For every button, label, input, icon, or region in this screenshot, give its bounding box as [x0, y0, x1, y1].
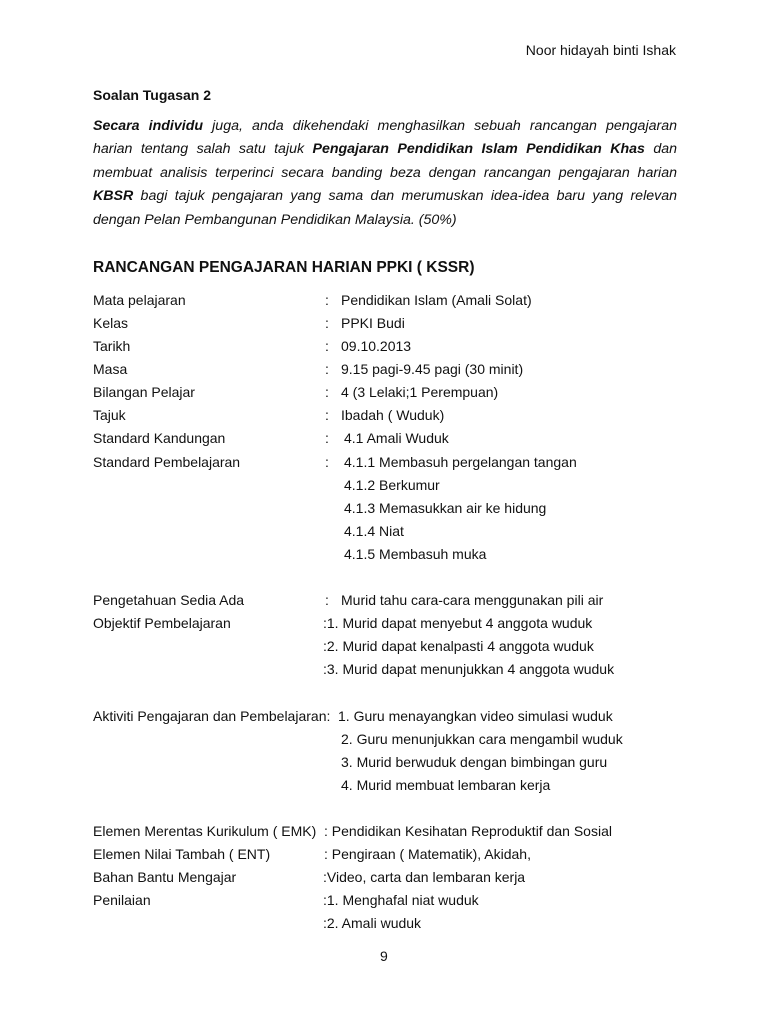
objective-item: :3. Murid dapat menunjukkan 4 anggota wuduk: [323, 661, 615, 677]
row-value: PPKI Budi: [341, 315, 405, 331]
row-colon: :: [325, 384, 329, 400]
row-label: Tarikh: [93, 338, 131, 354]
row-value: :1. Menghafal niat wuduk: [323, 892, 479, 908]
row-colon: :: [325, 430, 329, 446]
row-value: : Pendidikan Kesihatan Reproduktif dan Sosial: [324, 823, 612, 839]
page-number: 9: [380, 948, 388, 964]
bold-text: Pengajaran Pendidikan Islam Pendidikan Khas: [312, 141, 645, 158]
sp-item: 4.1.4 Niat: [344, 523, 404, 539]
assessment-item: :2. Amali wuduk: [323, 915, 422, 931]
question-paragraph: [93, 115, 677, 232]
row-colon: :: [325, 315, 329, 331]
row-value: 9.15 pagi-9.45 pagi (30 minit): [341, 361, 524, 377]
row-value: 4.1 Amali Wuduk: [344, 430, 449, 446]
row-colon: :: [325, 592, 329, 608]
row-label: Penilaian: [93, 892, 151, 908]
row-label: Bahan Bantu Mengajar: [93, 869, 237, 885]
row-label: Aktiviti Pengajaran dan Pembelajaran:: [93, 708, 331, 724]
para-text: juga, anda dikehendaki menghasilkan sebuah rancangan pengajaran harian tentang salah satu tajuk: [93, 118, 677, 158]
row-label: Elemen Merentas Kurikulum ( EMK): [93, 823, 317, 839]
row-value: :1. Murid dapat menyebut 4 anggota wuduk: [323, 615, 593, 631]
row-colon: :: [325, 361, 329, 377]
row-value: :Video, carta dan lembaran kerja: [323, 869, 526, 885]
row-label: Standard Kandungan: [93, 430, 226, 446]
row-label: Masa: [93, 361, 128, 377]
row-label: Bilangan Pelajar: [93, 384, 195, 400]
row-label: Kelas: [93, 315, 129, 331]
objective-item: :2. Murid dapat kenalpasti 4 anggota wuduk: [323, 638, 594, 654]
bold-text: Secara individu: [93, 118, 204, 134]
rph-title: RANCANGAN PENGAJARAN HARIAN PPKI ( KSSR): [93, 259, 475, 276]
bold-text: KBSR: [93, 188, 134, 205]
row-colon: :: [325, 292, 329, 308]
row-label: Elemen Nilai Tambah ( ENT): [93, 846, 271, 862]
row-value: Murid tahu cara-cara menggunakan pili air: [341, 592, 604, 608]
row-label: Tajuk: [93, 407, 126, 423]
activity-item: 2. Guru menunjukkan cara mengambil wuduk: [341, 731, 623, 747]
row-label: Pengetahuan Sedia Ada: [93, 592, 245, 608]
author-name: Noor hidayah binti Ishak: [525, 42, 676, 58]
activity-item: 3. Murid berwuduk dengan bimbingan guru: [341, 754, 608, 770]
row-colon: :: [325, 454, 329, 470]
question-title: Soalan Tugasan 2: [93, 87, 211, 103]
row-value: 09.10.2013: [341, 338, 412, 354]
para-text: bagi tajuk pengajaran yang sama dan merumuskan idea-idea baru yang relevan dengan Pelan Pembangunan Pendidikan Malaysia. (50%): [93, 188, 677, 228]
row-value: Ibadah ( Wuduk): [341, 407, 445, 423]
para-text: dan membuat analisis terperinci secara banding beza dengan rancangan pengajaran harian: [93, 141, 677, 181]
row-colon: :: [325, 338, 329, 354]
row-value: 4 (3 Lelaki;1 Perempuan): [341, 384, 499, 400]
row-value: : Pengiraan ( Matematik), Akidah,: [324, 846, 531, 862]
sp-item: 4.1.3 Memasukkan air ke hidung: [344, 500, 547, 516]
row-colon: :: [325, 407, 329, 423]
sp-item: 4.1.5 Membasuh muka: [344, 546, 487, 562]
row-label: Objektif Pembelajaran: [93, 615, 231, 631]
sp-item: 4.1.2 Berkumur: [344, 477, 440, 493]
row-label: Standard Pembelajaran: [93, 454, 241, 470]
row-value: 4.1.1 Membasuh pergelangan tangan: [344, 454, 577, 470]
row-value: 1. Guru menayangkan video simulasi wuduk: [338, 708, 613, 724]
row-value: Pendidikan Islam (Amali Solat): [341, 292, 532, 308]
row-label: Mata pelajaran: [93, 292, 186, 308]
activity-item: 4. Murid membuat lembaran kerja: [341, 777, 551, 793]
